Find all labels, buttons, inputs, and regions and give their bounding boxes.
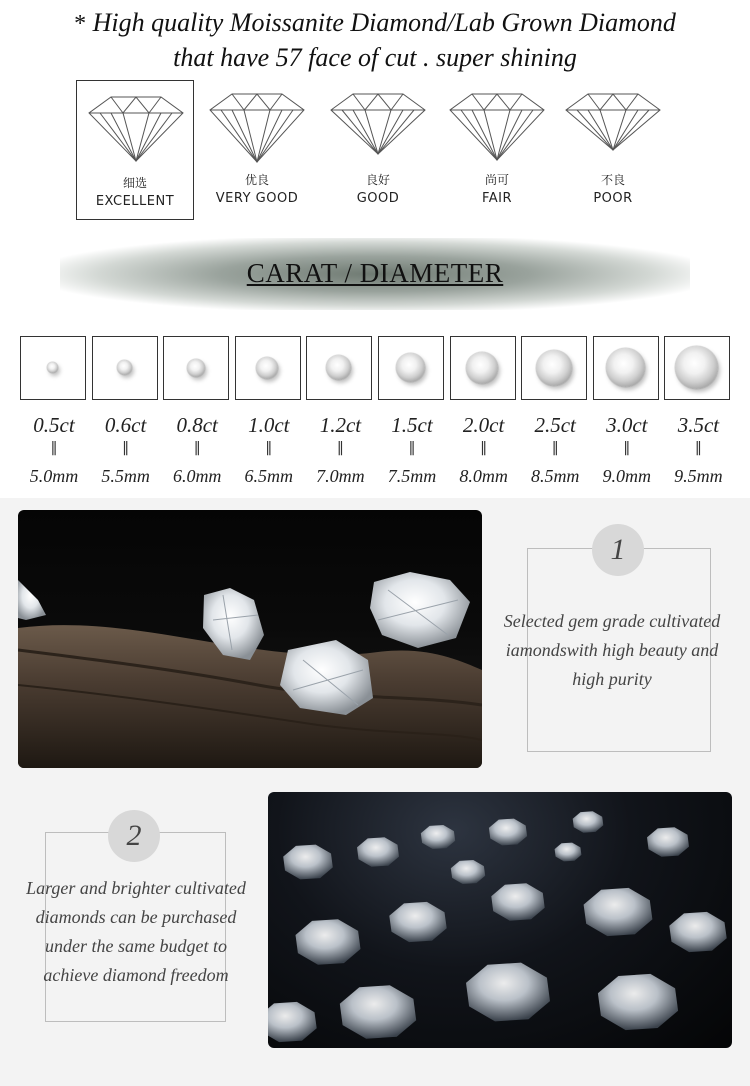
- cut-grade-poor: [554, 78, 672, 222]
- cut-grade-en-label: GOOD: [356, 191, 400, 206]
- feature1-number-badge: 1: [592, 524, 644, 576]
- cut-grade-good: [319, 78, 437, 222]
- diameter-label: 7.5mm: [387, 466, 437, 486]
- size-box: [20, 336, 86, 400]
- equals-mark: ‖: [50, 440, 58, 456]
- headline-line1: High quality Moissanite Diamond/Lab Grown Diamond: [92, 8, 676, 37]
- description-line: high purity: [572, 669, 652, 689]
- carat-label: 1.0ct: [248, 413, 290, 437]
- diamond-cut-icon: [444, 88, 550, 166]
- description-line: under the same budget to: [45, 936, 227, 956]
- cut-grade-en-label: FAIR: [481, 191, 513, 206]
- carat-label: 2.0ct: [462, 413, 505, 437]
- cut-grade-cn-label: 细选: [122, 176, 147, 190]
- diameter-label: 6.5mm: [244, 466, 294, 486]
- equals-mark: ‖: [193, 440, 201, 456]
- diamond-pile-photo: [268, 792, 732, 1048]
- diamond-icon: [256, 357, 278, 379]
- carat-label: 3.5ct: [677, 413, 720, 437]
- asterisk-icon: *: [74, 11, 87, 37]
- carat-label: 1.5ct: [391, 413, 433, 437]
- description-line: Larger and brighter cultivated: [26, 878, 246, 898]
- description-line: achieve diamond freedom: [43, 965, 229, 985]
- diameter-label: 8.0mm: [459, 466, 508, 486]
- feature2-description: [8, 874, 264, 990]
- cut-grade-cn-label: 优良: [244, 173, 269, 187]
- size-box: [593, 336, 659, 400]
- carat-label: 3.0ct: [606, 413, 648, 437]
- diamond-icon: [187, 359, 205, 377]
- equals-mark: ‖: [408, 440, 416, 456]
- section-title: CARAT / DIAMETER: [246, 258, 504, 288]
- cut-grade-en-label: VERY GOOD: [215, 191, 299, 206]
- description-line: Selected gem grade cultivated: [503, 611, 721, 631]
- diameter-label: 6.0mm: [172, 466, 222, 486]
- carat-label: 2.5ct: [534, 413, 576, 437]
- diamond-icon: [326, 355, 351, 380]
- diameter-label: 5.0mm: [29, 466, 79, 486]
- diameter-label: 9.5mm: [674, 466, 723, 486]
- equals-mark: ‖: [122, 440, 130, 456]
- cut-grade-excellent: [76, 80, 194, 220]
- carat-label: 0.6ct: [104, 413, 147, 437]
- cut-grade-en-label: EXCELLENT: [95, 194, 175, 209]
- diameter-label: 9.0mm: [602, 466, 652, 486]
- equals-mark: ‖: [551, 440, 559, 456]
- diamond-cut-icon: [204, 88, 310, 166]
- diamond-icon: [536, 350, 572, 386]
- diamond-icon: [466, 352, 498, 384]
- size-box: [235, 336, 301, 400]
- carat-label: 0.5ct: [33, 413, 75, 437]
- cut-grade-cn-label: 良好: [365, 173, 390, 187]
- cut-grade-cn-label: 不良: [600, 173, 625, 187]
- diamond-cut-icon: [560, 88, 666, 166]
- diamond-cut-icon: [83, 91, 189, 169]
- cut-grade-fair: [438, 78, 556, 222]
- headline-line2: that have 57 face of cut . super shining: [173, 43, 577, 72]
- diamonds-on-wood-photo: [18, 510, 482, 768]
- diamond-icon: [396, 353, 425, 382]
- equals-mark: ‖: [623, 440, 631, 456]
- diamond-icon: [117, 360, 132, 375]
- diamond-cut-icon: [325, 88, 431, 166]
- size-box: [378, 336, 444, 400]
- feature2-number-badge: 2: [108, 810, 160, 862]
- size-box: [664, 336, 730, 400]
- size-box: [163, 336, 229, 400]
- description-line: iamondswith high beauty and: [505, 640, 719, 660]
- diameter-label: 7.0mm: [316, 466, 365, 486]
- equals-mark: ‖: [694, 440, 702, 456]
- diamond-icon: [675, 346, 718, 389]
- carat-label: 1.2ct: [319, 413, 362, 437]
- size-box: [92, 336, 158, 400]
- cut-grade-en-label: POOR: [593, 191, 633, 206]
- equals-mark: ‖: [336, 440, 344, 456]
- diamond-icon: [606, 348, 645, 387]
- size-box: [521, 336, 587, 400]
- diamond-icon: [47, 362, 58, 373]
- cut-grade-cn-label: 尚可: [484, 173, 509, 187]
- diameter-label: 8.5mm: [530, 466, 580, 486]
- diameter-label: 5.5mm: [101, 466, 150, 486]
- cut-grade-row: [76, 78, 676, 222]
- feature1-description: [482, 607, 742, 694]
- size-box: [450, 336, 516, 400]
- equals-mark: ‖: [480, 440, 488, 456]
- equals-mark: ‖: [265, 440, 273, 456]
- carat-label: 0.8ct: [176, 413, 218, 437]
- cut-grade-very-good: [198, 78, 316, 222]
- size-box: [306, 336, 372, 400]
- headline: [0, 6, 750, 74]
- description-line: diamonds can be purchased: [35, 907, 237, 927]
